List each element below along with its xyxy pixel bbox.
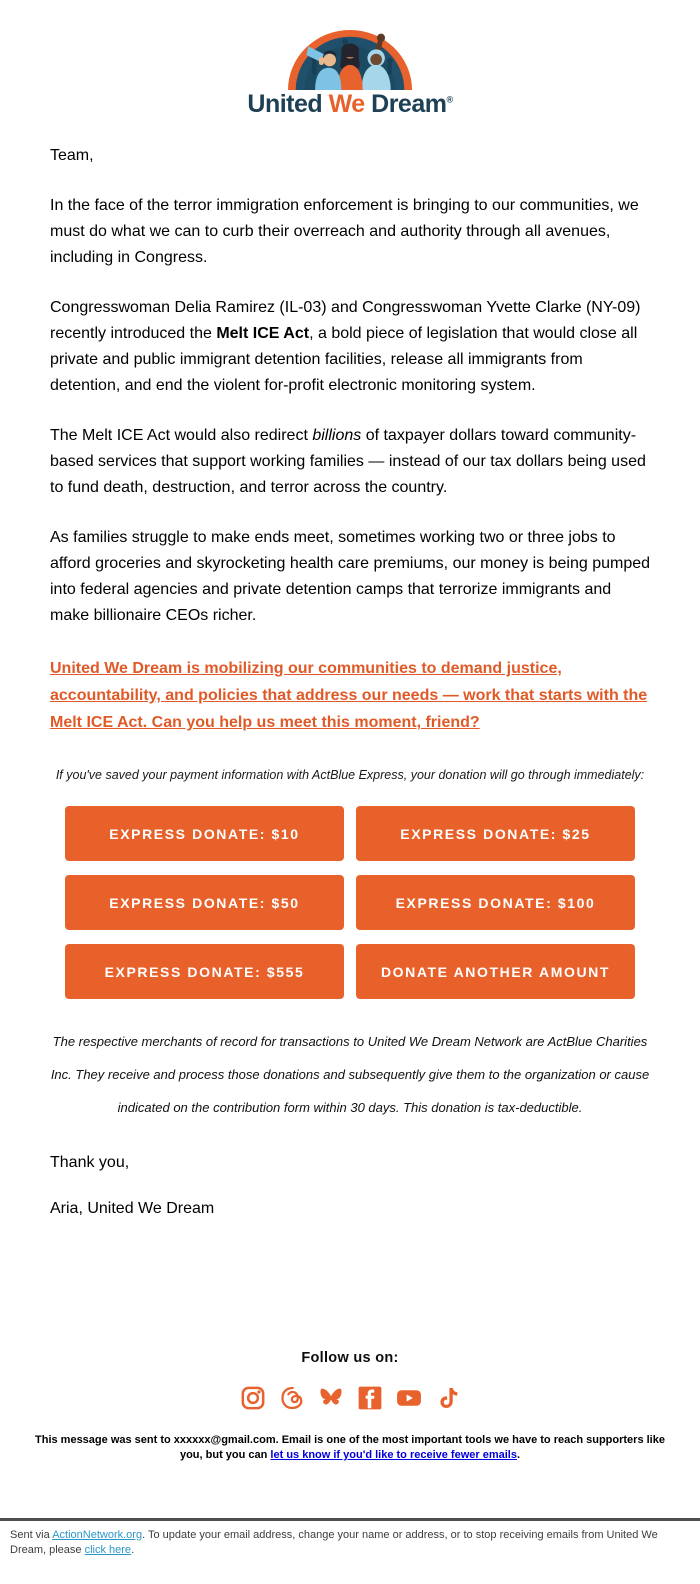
spacer [0,1222,700,1350]
sent-via-text: Sent via [10,1529,53,1541]
follow-us-heading: Follow us on: [301,1350,399,1366]
footer-note [30,1433,670,1463]
bluesky-butterfly-icon[interactable] [318,1385,344,1411]
fewer-emails-link[interactable]: let us know if you'd like to receive fewer emails [270,1449,517,1461]
footer-note-text: This message was sent to xxxxxx@gmail.com. Email is one of the most important tools we have to reach supporters like you, but you can [35,1434,665,1461]
registered-mark: ® [446,94,453,105]
paragraph-2-text: Congresswoman Delia Ramirez (IL-03) and Congresswoman Yvette Clarke (NY-09) recently introduced the [50,299,641,342]
wordmark-dream: Dream [371,90,447,118]
closing: Thank you, [50,1154,130,1171]
billions-italic: billions [312,427,362,444]
youtube-icon[interactable] [396,1385,422,1411]
paragraph-2-text-after: , a bold piece of legislation that would close all private and public immigrant detention facilities, release all immigrants from detention, and end the violent for-profit electronic monitoring system. [50,325,638,394]
paragraph-3-text: The Melt ICE Act would also redirect [50,427,313,444]
greeting: Team, [50,147,94,164]
email-body [0,117,700,1222]
tiktok-icon[interactable] [435,1385,461,1411]
united-we-dream-wordmark [0,92,700,117]
social-section [0,1350,700,1411]
actblue-express-note: If you've saved your payment information with ActBlue Express, your donation will go through immediately: [55,768,645,782]
cta-paragraph [50,655,650,736]
express-donate-25-button[interactable]: EXPRESS DONATE: $25 [356,806,635,861]
paragraph-3 [50,423,650,501]
express-donate-50-button[interactable]: EXPRESS DONATE: $50 [65,875,344,930]
wordmark-we: We [328,90,365,118]
instagram-icon[interactable] [240,1385,266,1411]
signature: Aria, United We Dream [50,1200,215,1217]
bottom-bar-period: . [131,1544,135,1556]
express-donate-100-button[interactable]: EXPRESS DONATE: $100 [356,875,635,930]
footer-note-period: . [516,1449,521,1461]
donate-another-amount-button[interactable]: DONATE ANOTHER AMOUNT [356,944,635,999]
actblue-disclaimer: The respective merchants of record for transactions to United We Dream Network are ActBlue Charities Inc. They receive and process those donations and subsequently give them to the organization or cause indicated on the contribution form within 30 days. This donation is tax-deductible. [50,1034,650,1115]
united-we-dream-logo-illustration [287,28,413,92]
facebook-icon[interactable] [357,1385,383,1411]
action-network-link[interactable]: ActionNetwork.org [52,1529,143,1541]
paragraph-2 [50,295,650,399]
melt-ice-act-bold: Melt ICE Act [216,325,310,342]
donate-cta-link[interactable]: United We Dream is mobilizing our communities to demand justice, accountability, and policies that address our needs — work that starts with the Melt ICE Act. Can you help us meet this moment, friend? [50,660,648,731]
threads-icon[interactable] [279,1385,305,1411]
social-icons-row [0,1385,700,1411]
express-donate-10-button[interactable]: EXPRESS DONATE: $10 [65,806,344,861]
donate-button-grid [65,806,635,999]
paragraph-3-text-after: of taxpayer dollars toward community-based services that support working families — instead of our tax dollars being used to fund death, destruction, and terror across the country. [50,427,646,496]
wordmark-united: United [247,90,323,118]
action-network-bottom-bar [0,1518,700,1584]
paragraph-1: In the face of the terror immigration enforcement is bringing to our communities, we must do what we can to curb their overreach and authority through all avenues, including in Congress. [50,197,639,266]
brand-header [0,0,700,117]
click-here-link[interactable]: click here [84,1544,132,1556]
express-donate-555-button[interactable]: EXPRESS DONATE: $555 [65,944,344,999]
bottom-bar-text: . To update your email address, change your name or address, or to stop receiving emails from United We Dream, please [10,1529,658,1556]
paragraph-4: As families struggle to make ends meet, sometimes working two or three jobs to afford groceries and skyrocketing health care premiums, our money is being pumped into federal agencies and private detention camps that terrorize immigrants and make billionaire CEOs richer. [50,529,651,624]
